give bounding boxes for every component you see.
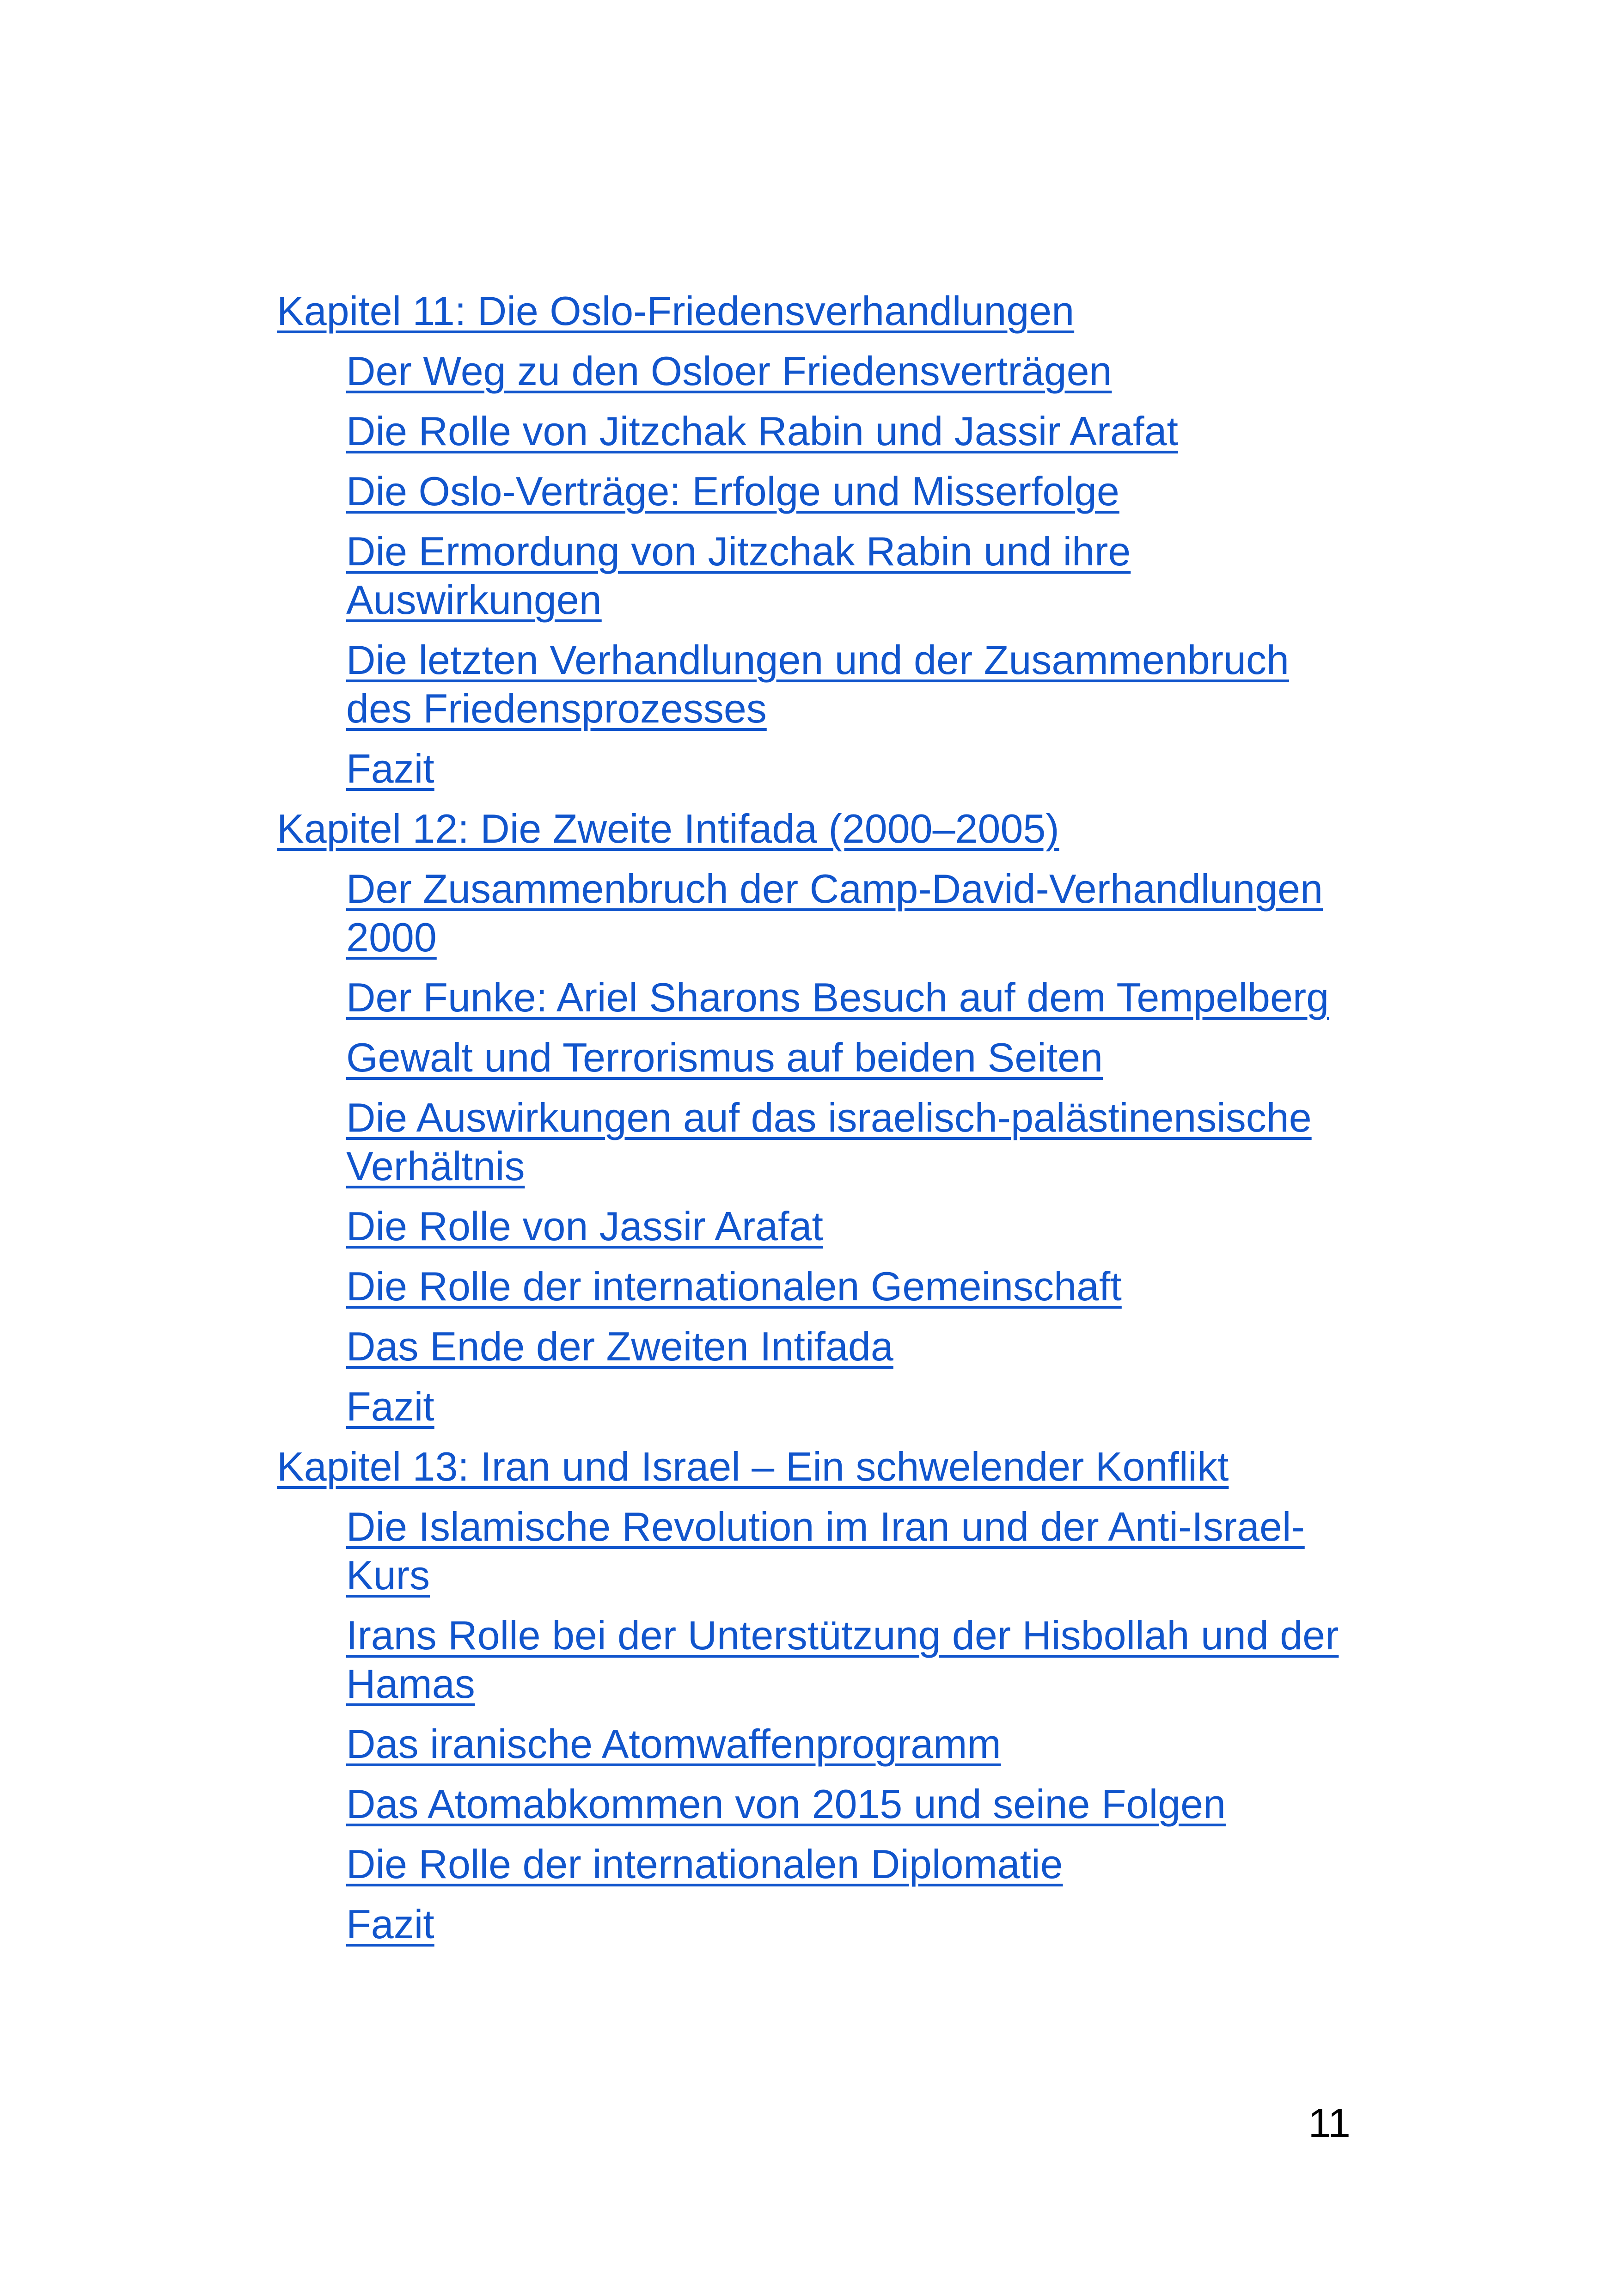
toc-section-link[interactable]: Der Weg zu den Osloer Friedensverträgen — [346, 348, 1112, 394]
toc-section-fazit-link[interactable]: Fazit — [346, 1384, 434, 1429]
toc-section-fazit-link[interactable]: Fazit — [346, 746, 434, 791]
toc-chapter-12-link[interactable]: Kapitel 12: Die Zweite Intifada (2000–2005) — [277, 806, 1059, 851]
toc-section-link[interactable]: Die Ermordung von Jitzchak Rabin und ihre Auswirkungen — [346, 528, 1131, 623]
toc-section-link[interactable]: Die Auswirkungen auf das israelisch-palästinensische Verhältnis — [346, 1095, 1312, 1189]
toc-section-link[interactable]: Die Rolle von Jitzchak Rabin und Jassir Arafat — [346, 408, 1178, 454]
toc-section-link[interactable]: Die Rolle von Jassir Arafat — [346, 1203, 823, 1249]
toc-section-link[interactable]: Das Ende der Zweiten Intifada — [346, 1323, 893, 1369]
toc-chapter-13-link[interactable]: Kapitel 13: Iran und Israel – Ein schwelender Konflikt — [277, 1444, 1229, 1489]
toc-section-link[interactable]: Die Islamische Revolution im Iran und der Anti-Israel-Kurs — [346, 1504, 1305, 1598]
toc-section-link[interactable]: Die Rolle der internationalen Diplomatie — [346, 1841, 1063, 1887]
toc-section-link[interactable]: Irans Rolle bei der Unterstützung der Hisbollah und der Hamas — [346, 1612, 1339, 1707]
toc-section-link[interactable]: Das Atomabkommen von 2015 und seine Folgen — [346, 1781, 1226, 1827]
toc-section-link[interactable]: Die Rolle der internationalen Gemeinschaft — [346, 1263, 1122, 1309]
page-number: 11 — [1308, 2100, 1351, 2146]
toc-section-link[interactable]: Die letzten Verhandlungen und der Zusammenbruch des Friedensprozesses — [346, 637, 1289, 731]
toc-section-fazit-link[interactable]: Fazit — [346, 1901, 434, 1947]
toc-section-link[interactable]: Der Funke: Ariel Sharons Besuch auf dem Tempelberg — [346, 974, 1329, 1020]
toc-section-link[interactable]: Die Oslo-Verträge: Erfolge und Misserfolge — [346, 468, 1119, 514]
toc-section-link[interactable]: Gewalt und Terrorismus auf beiden Seiten — [346, 1035, 1103, 1080]
toc-section-link[interactable]: Das iranische Atomwaffenprogramm — [346, 1721, 1001, 1767]
toc-section-link[interactable]: Der Zusammenbruch der Camp-David-Verhandlungen 2000 — [346, 866, 1323, 960]
toc-chapter-11-link[interactable]: Kapitel 11: Die Oslo-Friedensverhandlungen — [277, 288, 1075, 334]
table-of-contents — [277, 287, 1349, 1948]
